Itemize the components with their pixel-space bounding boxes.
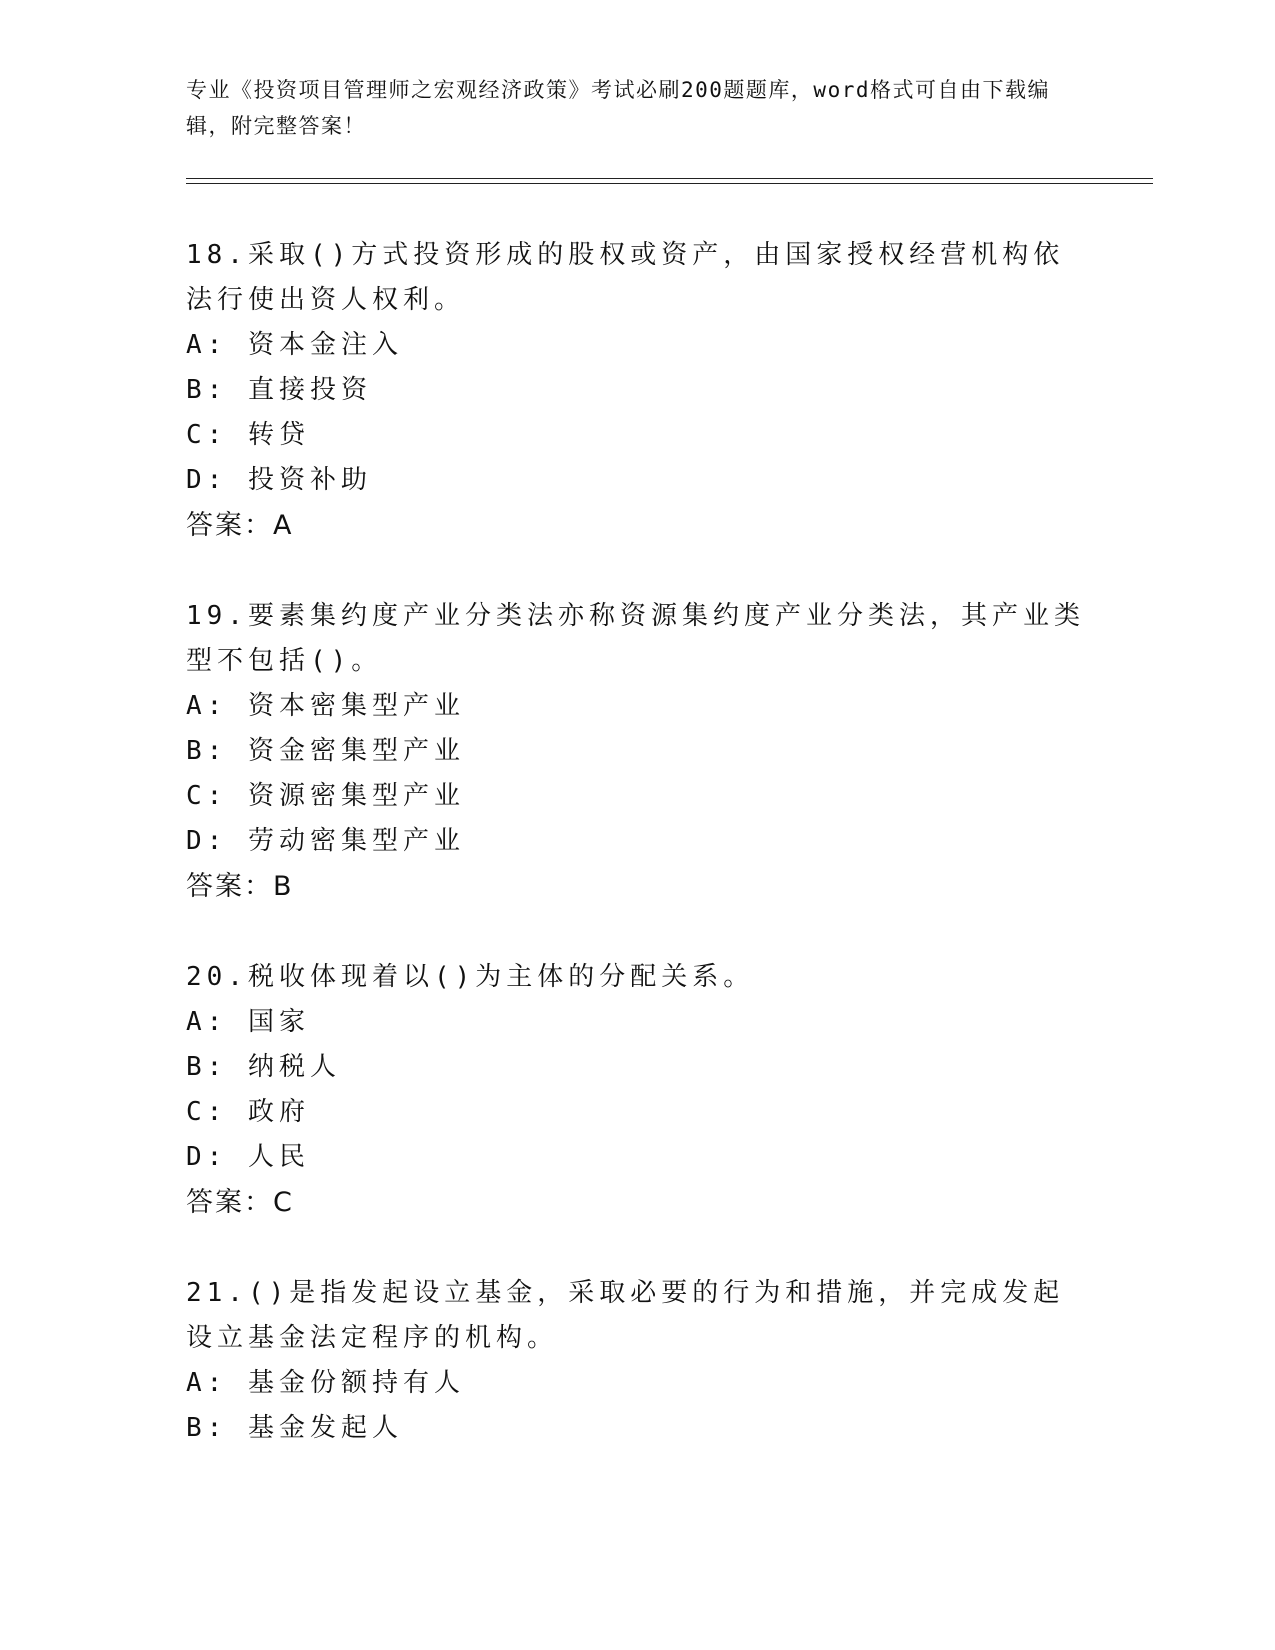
option-a: A: 国家 <box>186 1007 310 1037</box>
answer-label: 答案：B <box>186 871 294 902</box>
option-a: A: 资本金注入 <box>186 330 403 360</box>
answer-label: 答案：C <box>186 1187 294 1218</box>
option-d: D: 人民 <box>186 1142 310 1172</box>
question-stem: 21.()是指发起设立基金，采取必要的行为和措施，并完成发起设立基金法定程序的机构。 <box>186 1278 1065 1353</box>
option-c: C: 政府 <box>186 1097 310 1127</box>
option-b: B: 直接投资 <box>186 375 372 405</box>
document-header: 专业《投资项目管理师之宏观经济政策》考试必刷200题题库，word格式可自由下载编辑，附完整答案！ <box>186 78 1050 138</box>
option-d: D: 劳动密集型产业 <box>186 826 465 856</box>
option-b: B: 资金密集型产业 <box>186 736 465 766</box>
question-19 <box>186 594 1086 909</box>
question-21 <box>186 1271 1086 1451</box>
question-stem: 18.采取()方式投资形成的股权或资产，由国家授权经营机构依法行使出资人权利。 <box>186 240 1065 315</box>
question-18 <box>186 233 1086 548</box>
option-a: A: 资本密集型产业 <box>186 691 465 721</box>
question-20 <box>186 955 1086 1225</box>
question-stem: 20.税收体现着以()为主体的分配关系。 <box>186 962 755 992</box>
option-c: C: 转贷 <box>186 420 310 450</box>
option-b: B: 纳税人 <box>186 1052 341 1082</box>
option-a: A: 基金份额持有人 <box>186 1368 465 1398</box>
question-list <box>186 233 1086 1497</box>
answer-label: 答案：A <box>186 510 294 541</box>
option-b: B: 基金发起人 <box>186 1413 403 1443</box>
header-divider <box>186 178 1153 184</box>
option-c: C: 资源密集型产业 <box>186 781 465 811</box>
question-stem: 19.要素集约度产业分类法亦称资源集约度产业分类法，其产业类型不包括()。 <box>186 601 1085 676</box>
option-d: D: 投资补助 <box>186 465 372 495</box>
